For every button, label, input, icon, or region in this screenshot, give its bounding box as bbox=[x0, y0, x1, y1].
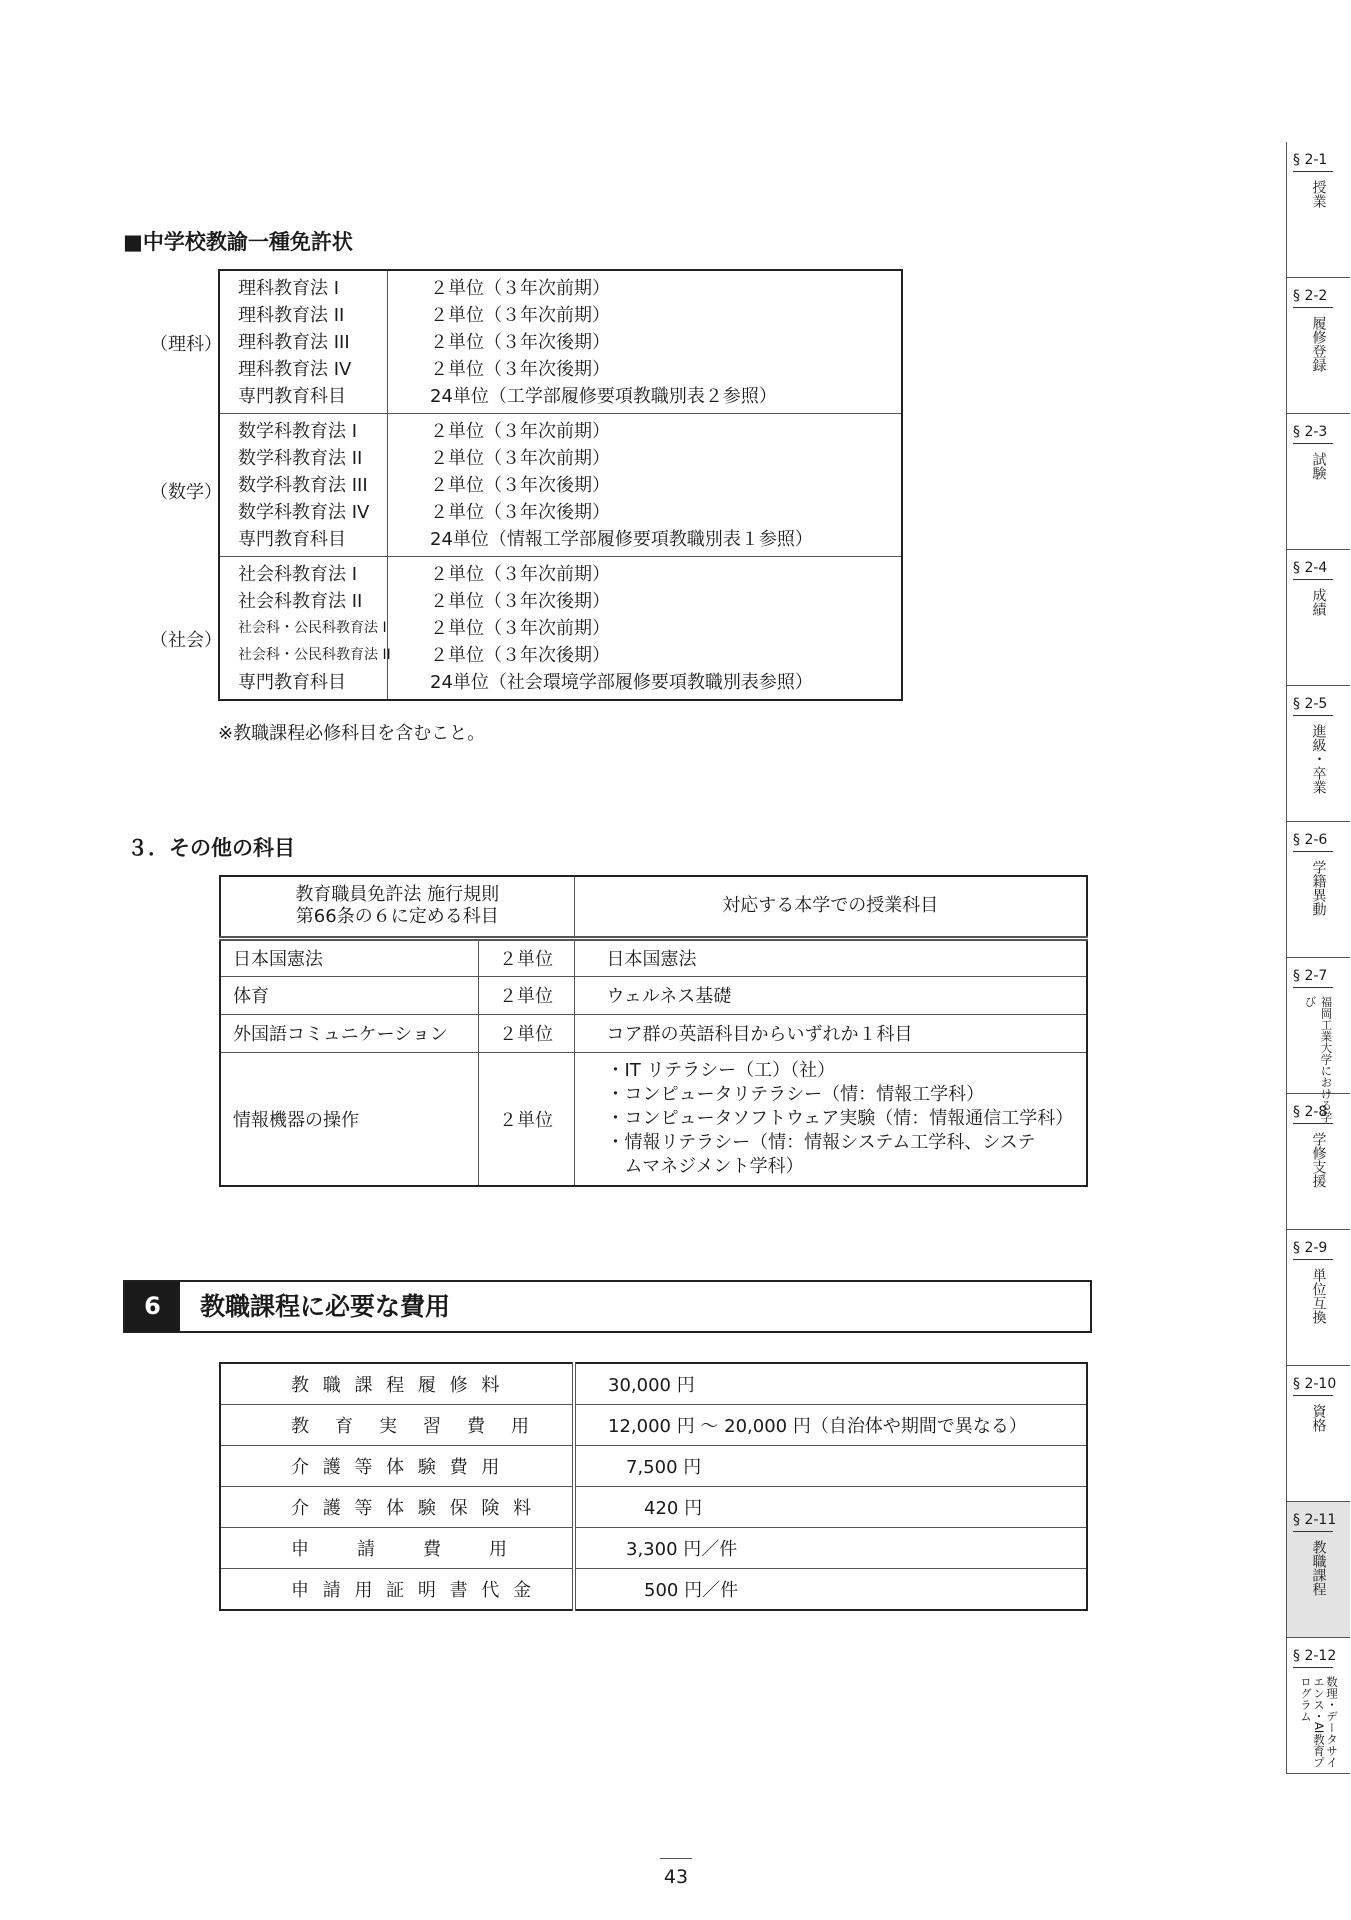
subject-row: 理科教育法 I ２単位（３年次前期） bbox=[238, 278, 610, 299]
side-tab-2-5[interactable]: § 2-5 進級・卒業 bbox=[1286, 686, 1350, 822]
subject-group-social bbox=[220, 557, 901, 699]
side-tab-2-9[interactable]: § 2-9 単位互換 bbox=[1286, 1230, 1350, 1366]
subject-row: 数学科教育法 IV ２単位（３年次後期） bbox=[238, 502, 610, 523]
fee-row: 介 護 等 体 験 保 険 料 420 円 bbox=[220, 1487, 1087, 1528]
page-number: 43 bbox=[663, 1866, 689, 1888]
side-tab-2-10[interactable]: § 2-10 資格 bbox=[1286, 1366, 1350, 1502]
table-row-info-devices: 情報機器の操作 ２単位 ・IT リテラシー（工）（社） ・コンピュータリテラシー（情：情報工学科） ・コンピュータソフトウェア実験（情：情報通信工学科） ・情報リテラシー（情：情報システム工学科、システ ムマネジメント学科） bbox=[220, 1052, 1087, 1186]
middle-school-heading: ■中学校教諭一種免許状 bbox=[123, 230, 353, 254]
side-tab-2-4[interactable]: § 2-4 成績 bbox=[1286, 550, 1350, 686]
table-row: 外国語コミュニケーション ２単位 コア群の英語科目からいずれか１科目 bbox=[220, 1014, 1087, 1052]
side-tab-2-3[interactable]: § 2-3 試験 bbox=[1286, 414, 1350, 550]
header-corresponding-courses: 対応する本学での授業科目 bbox=[574, 876, 1087, 938]
section-6-banner bbox=[123, 1280, 1092, 1333]
subject-group-math bbox=[220, 414, 901, 557]
table-row: 体育 ２単位 ウェルネス基礎 bbox=[220, 976, 1087, 1014]
fee-row: 申 請 費 用 3,300 円／件 bbox=[220, 1528, 1087, 1569]
fee-row: 介 護 等 体 験 費 用 7,500 円 bbox=[220, 1446, 1087, 1487]
subject-row: 専門教育科目 24単位（情報工学部履修要項教職別表１参照） bbox=[238, 529, 813, 550]
side-tab-2-7[interactable]: § 2-7 福岡工業大学における学び bbox=[1286, 958, 1350, 1094]
teaching-subjects-table bbox=[218, 269, 903, 701]
fee-row: 教 職 課 程 履 修 料 30,000 円 bbox=[220, 1363, 1087, 1405]
fee-row: 教 育 実 習 費 用 12,000 円 〜 20,000 円（自治体や期間で異なる） bbox=[220, 1405, 1087, 1446]
side-tab-2-1[interactable]: § 2-1 授業 bbox=[1286, 142, 1350, 278]
subject-row: 理科教育法 II ２単位（３年次前期） bbox=[238, 305, 610, 326]
subject-row: 理科教育法 III ２単位（３年次後期） bbox=[238, 332, 610, 353]
side-tab-2-6[interactable]: § 2-6 学籍異動 bbox=[1286, 822, 1350, 958]
subject-row: 数学科教育法 II ２単位（３年次前期） bbox=[238, 448, 610, 469]
section-title: 教職課程に必要な費用 bbox=[200, 1292, 451, 1321]
subject-row: 専門教育科目 24単位（社会環境学部履修要項教職別表参照） bbox=[238, 672, 813, 693]
subject-row: 理科教育法 IV ２単位（３年次後期） bbox=[238, 359, 610, 380]
page-number-rule bbox=[660, 1858, 692, 1859]
subject-row: 社会科教育法 II ２単位（３年次後期） bbox=[238, 591, 610, 612]
section-number: 6 bbox=[125, 1282, 180, 1331]
other-subjects-table bbox=[219, 875, 1088, 1187]
subject-row: 数学科教育法 III ２単位（３年次後期） bbox=[238, 475, 610, 496]
fee-row: 申 請 用 証 明 書 代 金 500 円／件 bbox=[220, 1569, 1087, 1611]
table-row: 日本国憲法 ２単位 日本国憲法 bbox=[220, 938, 1087, 976]
subject-row: 専門教育科目 24単位（工学部履修要項教職別表２参照） bbox=[238, 386, 777, 407]
subject-row: 社会科・公民科教育法 I ２単位（３年次前期） bbox=[238, 618, 610, 639]
side-tab-2-11-active[interactable]: § 2-11 教職課程 bbox=[1286, 1502, 1350, 1638]
side-tab-2-2[interactable]: § 2-2 履修登録 bbox=[1286, 278, 1350, 414]
side-tab-2-12[interactable]: § 2-12 数理・データサイエンス・AI教育プログラム bbox=[1286, 1638, 1350, 1774]
group-label-social: （社会） bbox=[150, 630, 222, 651]
group-label-math: （数学） bbox=[150, 482, 222, 503]
header-regulation-subjects: 教育職員免許法 施行規則 第66条の６に定める科目 bbox=[220, 876, 574, 938]
requirement-note: ※教職課程必修科目を含むこと。 bbox=[218, 723, 486, 744]
subject-group-science bbox=[220, 271, 901, 414]
subject-row: 社会科教育法 I ２単位（３年次前期） bbox=[238, 564, 610, 585]
side-tab-2-8[interactable]: § 2-8 学修支援 bbox=[1286, 1094, 1350, 1230]
table-header-row bbox=[220, 876, 1087, 938]
subject-row: 数学科教育法 I ２単位（３年次前期） bbox=[238, 421, 610, 442]
other-subjects-heading: ３．その他の科目 bbox=[127, 836, 295, 860]
subject-row: 社会科・公民科教育法 II ２単位（３年次後期） bbox=[238, 645, 610, 666]
fee-table bbox=[219, 1362, 1088, 1611]
group-label-science: （理科） bbox=[150, 334, 222, 355]
